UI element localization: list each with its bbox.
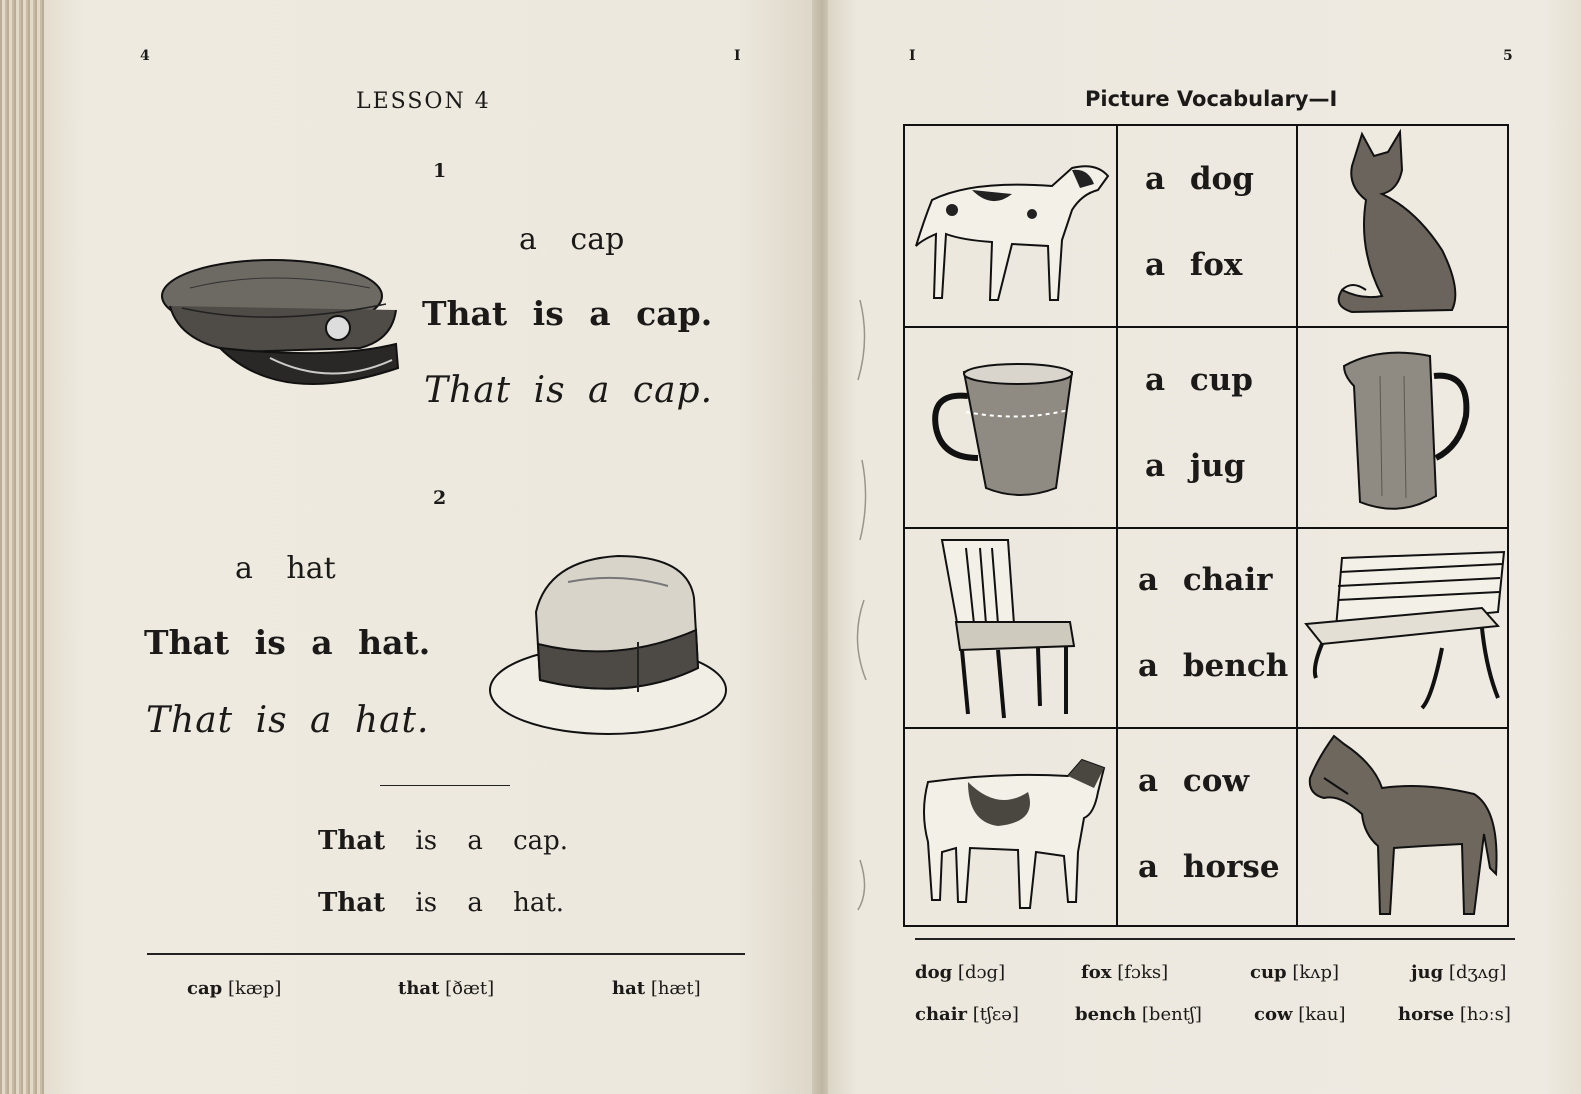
chapter-mark-left: I xyxy=(734,48,741,64)
drill-1-that: That xyxy=(318,826,386,856)
section2-sentence-print: That is a hat. xyxy=(144,623,431,662)
footer-rule-right xyxy=(915,938,1515,940)
word-a-jug: a jug xyxy=(1145,448,1246,484)
grid-line xyxy=(905,527,1507,529)
vocab-chair: chair [tʃɛə] xyxy=(915,1004,1019,1025)
page-number-5: 5 xyxy=(1503,48,1513,64)
drill-line-2 xyxy=(318,888,564,918)
vocab-jug: jug [dʒʌg] xyxy=(1411,962,1507,983)
drill-1-is: is xyxy=(415,826,438,856)
word-a-dog: a dog xyxy=(1145,161,1254,197)
bench-illustration xyxy=(1302,548,1507,714)
left-page xyxy=(44,0,816,1094)
vocab-dog: dog [dɔg] xyxy=(915,962,1006,983)
section-number-1: 1 xyxy=(433,160,447,182)
word-a-bench: a bench xyxy=(1138,648,1289,684)
hat-illustration xyxy=(488,552,730,738)
vocab-horse: horse [hɔːs] xyxy=(1398,1004,1511,1025)
drill-2-that: That xyxy=(318,888,386,918)
grid-line xyxy=(905,727,1507,729)
vocab-fox: fox [fɔks] xyxy=(1081,962,1169,983)
word-a-horse: a horse xyxy=(1138,849,1280,885)
grid-line xyxy=(905,326,1507,328)
lesson-title: LESSON 4 xyxy=(356,89,491,114)
section1-words: a cap xyxy=(519,222,625,257)
drill-2-is: is xyxy=(415,888,438,918)
chair-illustration xyxy=(938,538,1078,720)
drill-1-a: a xyxy=(467,826,483,856)
cow-illustration xyxy=(918,752,1108,914)
page-number-4: 4 xyxy=(140,48,150,64)
chapter-mark-right: I xyxy=(909,48,916,64)
dog-illustration xyxy=(912,150,1112,310)
vocab-cap: cap [kæp] xyxy=(187,978,282,999)
vocab-bench: bench [bentʃ] xyxy=(1075,1004,1202,1025)
word-a-chair: a chair xyxy=(1138,562,1273,598)
vocab-that: that [ðæt] xyxy=(398,978,495,999)
vocab-cup: cup [kʌp] xyxy=(1250,962,1340,983)
fox-illustration xyxy=(1322,130,1472,320)
footer-rule-left xyxy=(147,953,745,955)
drill-2-a: a xyxy=(467,888,483,918)
drill-1-noun: cap. xyxy=(513,826,569,856)
drill-line-1 xyxy=(318,826,568,856)
drill-2-noun: hat. xyxy=(513,888,565,918)
cup-illustration xyxy=(930,362,1075,502)
divider-short xyxy=(380,785,510,786)
section1-sentence-print: That is a cap. xyxy=(422,294,713,333)
section1-sentence-script: That is a cap. xyxy=(424,370,714,411)
cap-illustration xyxy=(160,248,405,406)
section2-sentence-script: That is a hat. xyxy=(146,700,430,741)
jug-illustration xyxy=(1340,346,1472,516)
pencil-marks xyxy=(840,300,880,920)
vocab-cow: cow [kau] xyxy=(1254,1004,1346,1025)
horse-illustration xyxy=(1304,734,1500,918)
section-number-2: 2 xyxy=(433,487,447,509)
vocabulary-title: Picture Vocabulary—I xyxy=(1085,87,1338,111)
grid-line xyxy=(1296,126,1298,925)
section2-words: a hat xyxy=(235,551,336,586)
word-a-cow: a cow xyxy=(1138,763,1250,799)
word-a-cup: a cup xyxy=(1145,362,1253,398)
vocab-hat: hat [hæt] xyxy=(612,978,701,999)
word-a-fox: a fox xyxy=(1145,247,1243,283)
grid-line xyxy=(1116,126,1118,925)
